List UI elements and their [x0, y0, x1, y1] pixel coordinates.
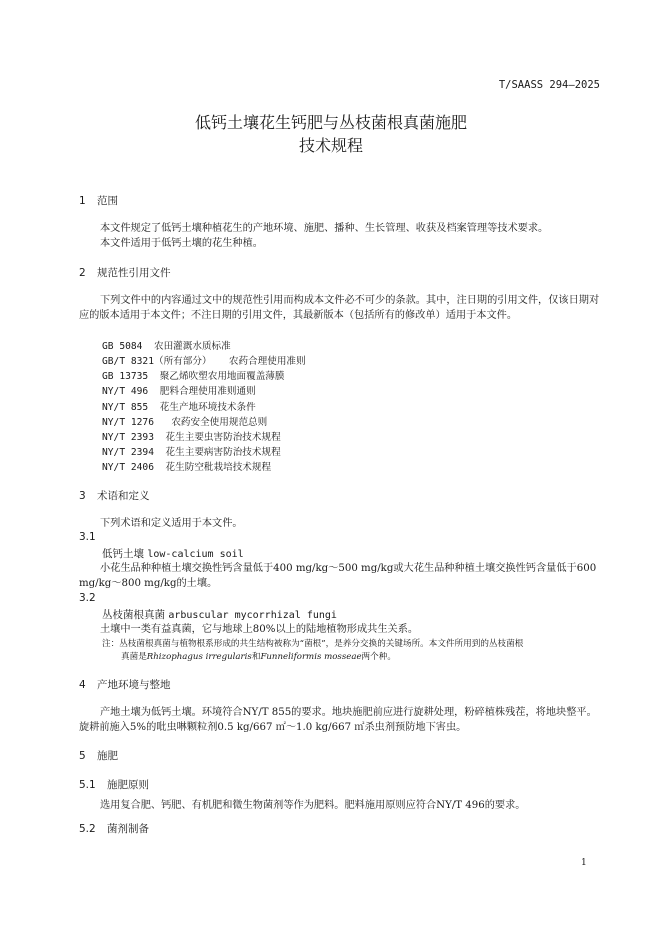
section-number: 1: [79, 195, 86, 207]
term-number: 3.2: [79, 592, 96, 604]
page-number: 1: [581, 858, 587, 868]
section-5-heading: [79, 748, 118, 763]
section-4-paragraph: 产地土壤为低钙土壤。环境符合NY/T 855的要求。地块施肥前应进行旋耕处理，粉碎植株残茬，将地块整平。旋耕前施入5%的吡虫啉颗粒剂0.5 kg/667 ㎡～1.0 kg/667 ㎡杀虫剂预防地下害虫。: [79, 707, 597, 733]
term-heading: [102, 546, 244, 561]
reference-item: NY/T 2406 花生防空秕栽培技术规程: [102, 462, 272, 473]
reference-item: NY/T 855 花生产地环境技术条件: [102, 402, 256, 413]
term-number: 3.1: [79, 531, 96, 543]
section-4-heading: [79, 677, 171, 692]
section-number: 4: [79, 679, 86, 691]
term-chinese: 低钙土壤: [102, 548, 144, 560]
document-number: T/SAASS 294—2025: [498, 79, 600, 91]
document-title-line-2: 技术规程: [298, 136, 363, 155]
section-title: 术语和定义: [97, 490, 150, 502]
section-3-intro: 下列术语和定义适用于本文件。: [100, 518, 243, 529]
species-name: Funneliformis mosseae: [260, 652, 362, 662]
section-title: 规范性引用文件: [97, 267, 171, 279]
section-number: 5: [79, 750, 86, 762]
section-2-intro: 下列文件中的内容通过文中的规范性引用而构成本文件必不可少的条款。其中，注日期的引用文件，仅该日期对应的版本适用于本文件；不注日期的引用文件，其最新版本（包括所有的修改单）适用于本文件。: [79, 295, 600, 321]
subsection-5-2-heading: [79, 821, 149, 836]
term-definition: 土壤中一类有益真菌，它与地球上80%以上的陆地植物形成共生关系。: [100, 624, 419, 635]
note-label: 注：: [102, 639, 120, 649]
section-1-heading: [79, 193, 118, 208]
reference-item: NY/T 496 肥料合理使用准则通则: [102, 386, 256, 397]
reference-item: GB/T 8321（所有部分） 农药合理使用准则: [102, 356, 306, 367]
reference-item: GB 13735 聚乙烯吹塑农用地面覆盖薄膜: [102, 371, 285, 382]
subsection-number: 5.2: [79, 823, 96, 835]
section-3-heading: [79, 488, 150, 503]
subsection-number: 5.1: [79, 779, 96, 791]
section-2-heading: [79, 265, 171, 280]
term-note: 注：丛枝菌根真菌与植物根系形成的共生结构被称为“菌根”，是养分交换的关键场所。本文件所用到的丛枝菌根 真菌是Rhizophagus irregularis和Funneliformis mosseae两个种。: [102, 639, 524, 662]
section-title: 范围: [97, 195, 118, 207]
reference-item: NY/T 2393 花生主要虫害防治技术规程: [102, 432, 281, 443]
subsection-5-1-heading: [79, 777, 149, 792]
section-1-paragraph-1: 本文件规定了低钙土壤种植花生的产地环境、施肥、播种、生长管理、收获及档案管理等技术要求。: [100, 223, 549, 234]
term-definition: 小花生品种种植土壤交换性钙含量低于400 mg/kg～500 mg/kg或大花生品种种植土壤交换性钙含量低于600 mg/kg～800 mg/kg的土壤。: [79, 563, 597, 589]
section-1-paragraph-2: 本文件适用于低钙土壤的花生种植。: [100, 238, 263, 249]
section-number: 3: [79, 490, 86, 502]
term-english: arbuscular mycorrhizal fungi: [168, 610, 337, 621]
reference-item: NY/T 2394 花生主要病害防治技术规程: [102, 447, 281, 458]
reference-item: GB 5084 农田灌溉水质标准: [102, 341, 231, 352]
reference-item: NY/T 1276 农药安全使用规范总则: [102, 417, 268, 428]
term-chinese: 丛枝菌根真菌: [102, 609, 165, 621]
document-title-line-1: 低钙土壤花生钙肥与丛枝菌根真菌施肥: [194, 113, 467, 132]
subsection-title: 施肥原则: [107, 779, 149, 791]
species-name: Rhizophagus irregularis: [146, 652, 252, 662]
section-title: 产地环境与整地: [97, 679, 171, 691]
subsection-5-1-paragraph: 选用复合肥、钙肥、有机肥和微生物菌剂等作为肥料。肥料施用原则应符合NY/T 496的要求。: [100, 800, 526, 811]
term-english: low-calcium soil: [147, 549, 244, 560]
subsection-title: 菌剂制备: [107, 823, 149, 835]
section-title: 施肥: [97, 750, 118, 762]
section-number: 2: [79, 267, 86, 279]
term-heading: [102, 607, 337, 622]
